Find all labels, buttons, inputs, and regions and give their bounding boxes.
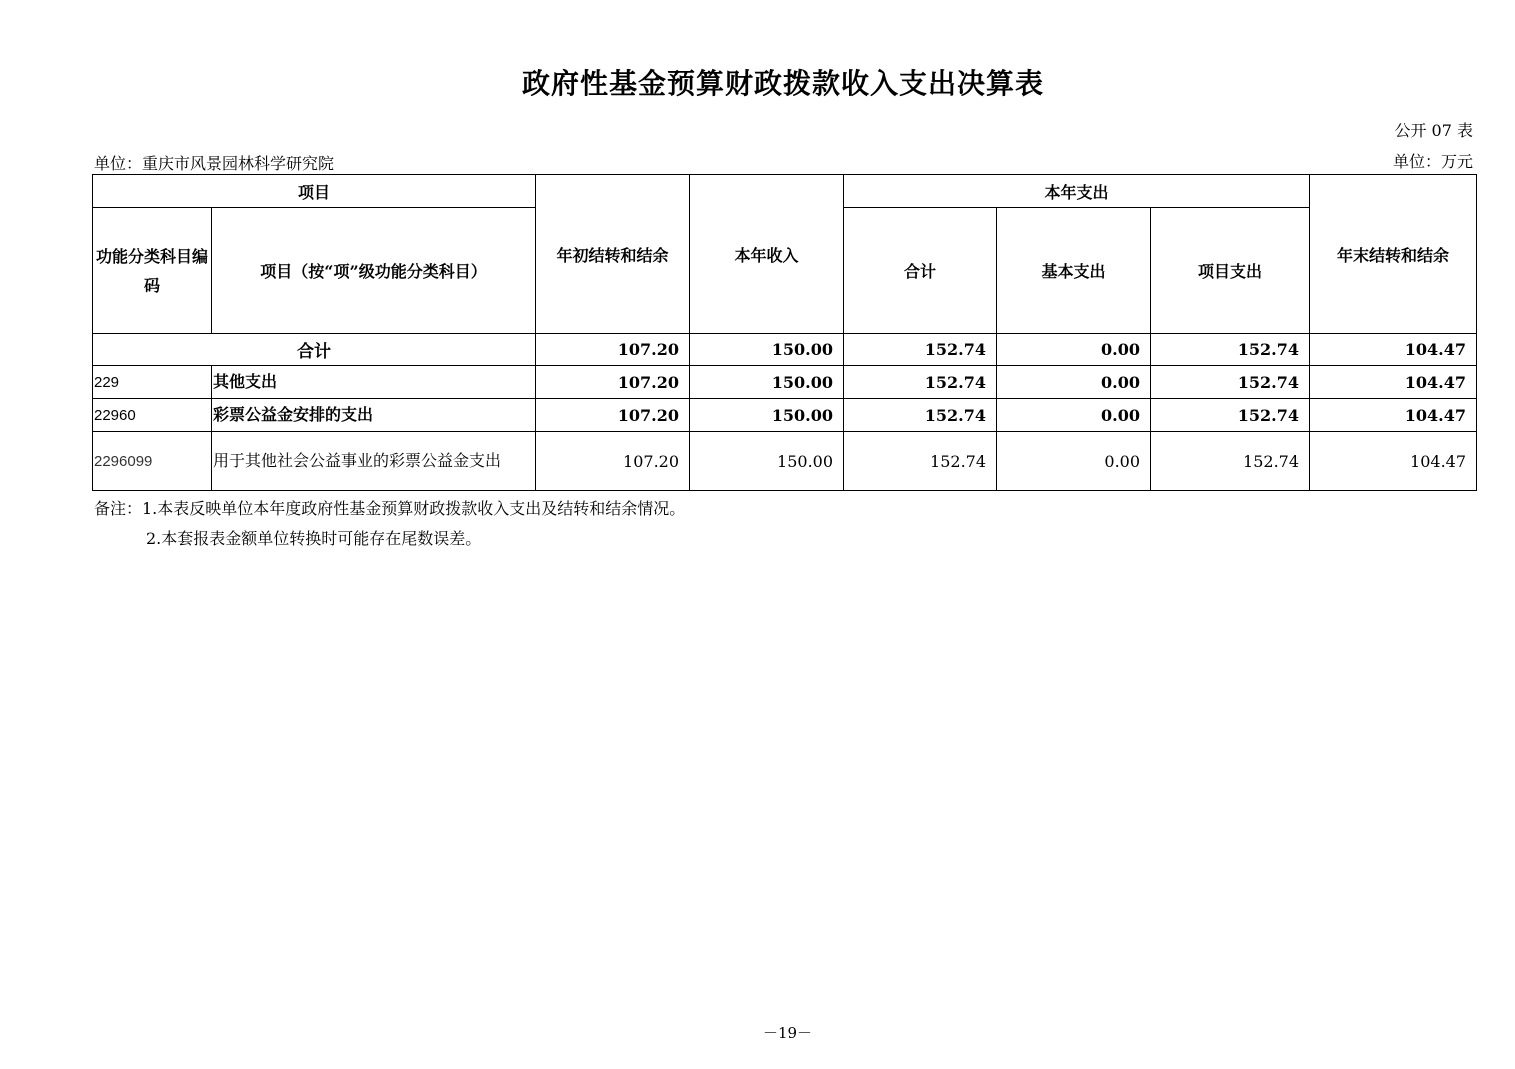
table-row: [93, 366, 1477, 399]
row-name: 其他支出: [212, 366, 536, 399]
budget-table: [92, 174, 1477, 491]
notes: [94, 494, 685, 554]
row-project: 152.74: [1151, 366, 1310, 399]
row-code: 2296099: [93, 432, 212, 491]
row-begin: 107.20: [536, 399, 690, 432]
row-project: 152.74: [1151, 432, 1310, 491]
table-row: [93, 432, 1477, 491]
table-row: [93, 399, 1477, 432]
currency-unit: 单位：万元: [1392, 152, 1473, 171]
row-name: 用于其他社会公益事业的彩票公益金支出: [212, 432, 536, 491]
note-line-2: 2.本套报表金额单位转换时可能存在尾数误差。: [146, 529, 482, 548]
row-project: 152.74: [1151, 399, 1310, 432]
row-code: 229: [93, 366, 212, 399]
row-end: 104.47: [1310, 432, 1477, 491]
row-total: 152.74: [844, 432, 997, 491]
table-number: 公开 07 表: [1394, 121, 1473, 140]
row-total: 152.74: [844, 399, 997, 432]
header-project: 项目: [93, 175, 536, 208]
header-begin-balance: 年初结转和结余: [536, 175, 690, 334]
total-basic: 0.00: [997, 334, 1151, 366]
reporting-unit: 单位：重庆市风景园林科学研究院: [94, 154, 335, 173]
row-end: 104.47: [1310, 399, 1477, 432]
row-begin: 107.20: [536, 432, 690, 491]
total-income: 150.00: [690, 334, 844, 366]
row-income: 150.00: [690, 366, 844, 399]
row-name: 彩票公益金安排的支出: [212, 399, 536, 432]
page-title: 政府性基金预算财政拨款收入支出决算表: [521, 67, 1044, 100]
row-income: 150.00: [690, 432, 844, 491]
header-row-1: [93, 175, 1477, 208]
row-basic: 0.00: [997, 432, 1151, 491]
row-basic: 0.00: [997, 366, 1151, 399]
row-begin: 107.20: [536, 366, 690, 399]
total-expense: 152.74: [844, 334, 997, 366]
total-end: 104.47: [1310, 334, 1477, 366]
row-basic: 0.00: [997, 399, 1151, 432]
total-label: 合计: [93, 334, 536, 366]
row-code: 22960: [93, 399, 212, 432]
row-end: 104.47: [1310, 366, 1477, 399]
header-project-expense: 项目支出: [1151, 208, 1310, 334]
header-total: 合计: [844, 208, 997, 334]
header-item: 项目（按“项”级功能分类科目）: [212, 208, 536, 334]
header-code: 功能分类科目编码: [93, 208, 212, 334]
header-basic: 基本支出: [997, 208, 1151, 334]
row-income: 150.00: [690, 399, 844, 432]
page-number: －19－: [762, 1024, 813, 1042]
header-end-balance: 年末结转和结余: [1310, 175, 1477, 334]
row-total: 152.74: [844, 366, 997, 399]
total-project: 152.74: [1151, 334, 1310, 366]
header-expense-group: 本年支出: [844, 175, 1310, 208]
total-row: [93, 334, 1477, 366]
total-begin: 107.20: [536, 334, 690, 366]
header-income: 本年收入: [690, 175, 844, 334]
note-line-1: 备注：1.本表反映单位本年度政府性基金预算财政拨款收入支出及结转和结余情况。: [94, 499, 686, 518]
